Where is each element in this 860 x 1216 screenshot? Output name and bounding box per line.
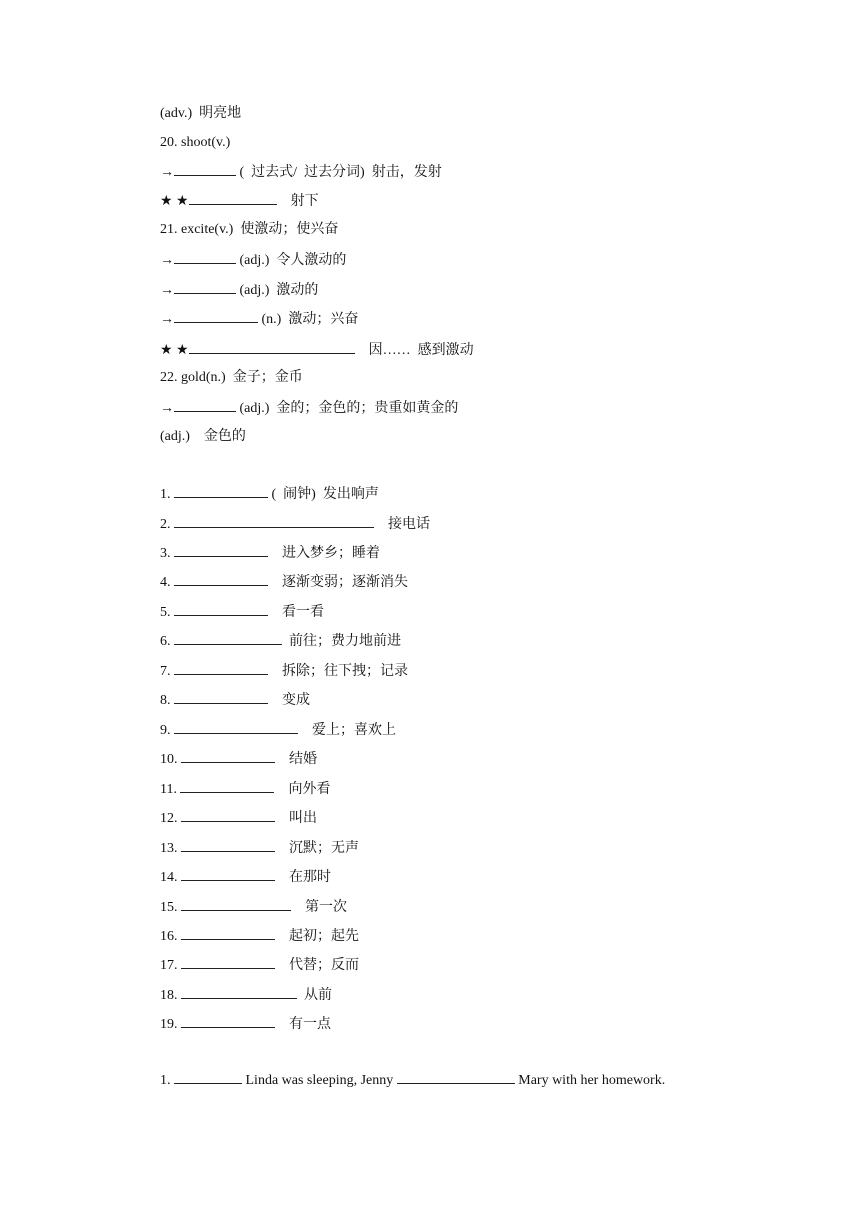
phrase-line: 4. 逐渐变弱；逐渐消失 — [160, 572, 408, 590]
answer-blank[interactable] — [174, 309, 258, 323]
answer-blank[interactable] — [181, 1014, 275, 1028]
phrase-line: 18. 从前 — [160, 985, 332, 1003]
answer-blank[interactable] — [174, 690, 268, 704]
answer-blank[interactable] — [174, 162, 236, 176]
vocab-line: → (adj.) 激动的 — [160, 280, 318, 298]
answer-blank[interactable] — [174, 398, 236, 412]
answer-blank[interactable] — [174, 514, 374, 528]
answer-blank[interactable] — [174, 661, 268, 675]
answer-blank[interactable] — [174, 602, 268, 616]
phrase-line: 16. 起初；起先 — [160, 926, 359, 944]
phrase-line: 10. 结婚 — [160, 749, 317, 767]
phrase-line: 19. 有一点 — [160, 1014, 331, 1032]
answer-blank[interactable] — [181, 838, 275, 852]
vocab-line: 20. shoot(v.) — [160, 135, 231, 150]
vocab-line: → (n.) 激动；兴奋 — [160, 309, 358, 327]
answer-blank[interactable] — [174, 484, 268, 498]
answer-blank[interactable] — [181, 867, 275, 881]
vocab-line: → (adj.) 金的；金色的；贵重如黄金的 — [160, 398, 458, 416]
phrase-line: 15. 第一次 — [160, 897, 347, 915]
phrase-line: 5. 看一看 — [160, 602, 324, 620]
vocab-line: (adv.) 明亮地 — [160, 106, 242, 121]
sentence-line: 1. Linda was sleeping, Jenny Mary with her homework. — [160, 1070, 665, 1088]
phrase-line: 6. 前往；费力地前进 — [160, 631, 401, 649]
answer-blank[interactable] — [181, 808, 275, 822]
answer-blank[interactable] — [174, 1070, 242, 1084]
phrase-line: 11. 向外看 — [160, 779, 330, 797]
answer-blank[interactable] — [397, 1070, 515, 1084]
answer-blank[interactable] — [189, 340, 355, 354]
phrase-line: 2. 接电话 — [160, 514, 430, 532]
vocab-line: → (adj.) 令人激动的 — [160, 250, 346, 268]
answer-blank[interactable] — [174, 720, 298, 734]
phrase-line: 17. 代替；反而 — [160, 955, 359, 973]
phrase-line: 9. 爱上；喜欢上 — [160, 720, 396, 738]
vocab-line: ★ ★ 因…… 感到激动 — [160, 340, 474, 358]
answer-blank[interactable] — [181, 955, 275, 969]
answer-blank[interactable] — [189, 191, 277, 205]
vocab-line: ★ ★ 射下 — [160, 191, 319, 209]
phrase-line: 12. 叫出 — [160, 808, 317, 826]
phrase-line: 1. ( 闹钟) 发出响声 — [160, 484, 379, 502]
answer-blank[interactable] — [174, 631, 282, 645]
vocab-line: → ( 过去式/ 过去分词) 射击，发射 — [160, 162, 442, 180]
vocab-line: 22. gold(n.) 金子；金币 — [160, 370, 303, 385]
answer-blank[interactable] — [181, 749, 275, 763]
phrase-line: 14. 在那时 — [160, 867, 331, 885]
answer-blank[interactable] — [174, 250, 236, 264]
answer-blank[interactable] — [181, 897, 291, 911]
answer-blank[interactable] — [174, 572, 268, 586]
vocab-line: 21. excite(v.) 使激动；使兴奋 — [160, 222, 339, 237]
answer-blank[interactable] — [181, 926, 275, 940]
answer-blank[interactable] — [174, 543, 268, 557]
answer-blank[interactable] — [181, 985, 297, 999]
phrase-line: 3. 进入梦乡；睡着 — [160, 543, 380, 561]
answer-blank[interactable] — [174, 280, 236, 294]
phrase-line: 7. 拆除；往下拽；记录 — [160, 661, 408, 679]
answer-blank[interactable] — [180, 779, 274, 793]
phrase-line: 8. 变成 — [160, 690, 310, 708]
phrase-line: 13. 沉默；无声 — [160, 838, 359, 856]
vocab-line: (adj.) 金色的 — [160, 429, 246, 444]
